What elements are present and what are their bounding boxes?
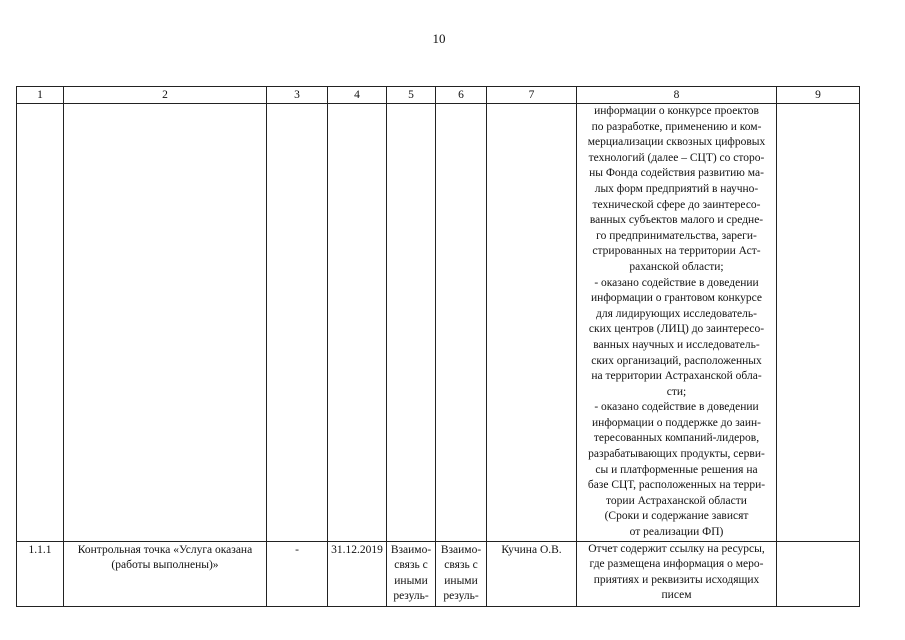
control-point-name: Контрольная точка «Услуга оказана (работы выполнены)» (77, 543, 253, 572)
cont-cell-9 (777, 104, 860, 542)
header-col-7: 7 (487, 87, 577, 104)
header-col-6: 6 (436, 87, 487, 104)
report-cell (577, 541, 777, 606)
col5-cell (387, 541, 436, 606)
responsible-person: Кучина О.В. (501, 543, 562, 556)
table-row-1-1-1 (17, 541, 860, 606)
col9-cell (777, 541, 860, 606)
col6-value: Взаимо- связь с иными резуль- (440, 543, 482, 603)
report-description: Отчет содержит ссылку на ресурсы, где размещена информация о меро- приятиях и реквизиты исходящих писем (588, 542, 765, 602)
cont-cell-3 (267, 104, 328, 542)
header-col-8: 8 (577, 87, 777, 104)
header-row (17, 87, 860, 104)
row-number: 1.1.1 (28, 543, 52, 556)
col5-value: Взаимо- связь с иными резуль- (390, 543, 432, 603)
header-col-2: 2 (64, 87, 267, 104)
due-date: 31.12.2019 (331, 543, 383, 556)
continuation-row (17, 104, 860, 542)
header-col-4: 4 (328, 87, 387, 104)
responsible-cell (487, 541, 577, 606)
document-table (16, 86, 860, 607)
col3-value: - (295, 543, 299, 556)
header-col-9: 9 (777, 87, 860, 104)
control-point-cell (64, 541, 267, 606)
row-number-cell (17, 541, 64, 606)
header-col-5: 5 (387, 87, 436, 104)
header-col-1: 1 (17, 87, 64, 104)
date-cell (328, 541, 387, 606)
page-number: 10 (432, 31, 446, 46)
cont-cell-5 (387, 104, 436, 542)
cont-cell-2 (64, 104, 267, 542)
cont-cell-1 (17, 104, 64, 542)
col3-cell (267, 541, 328, 606)
header-col-3: 3 (267, 87, 328, 104)
cont-cell-6 (436, 104, 487, 542)
col6-cell (436, 541, 487, 606)
cont-cell-7 (487, 104, 577, 542)
cont-cell-4 (328, 104, 387, 542)
cont-cell-8 (577, 104, 777, 542)
col9-value (777, 542, 859, 544)
continuation-description: информации о конкурсе проектов по разработке, применению и ком- мерциализации сквозных цифровых технологий (далее – СЦТ) со сторо- ны Фонда содействия развитию ма- лых форм предприятий в научно- технической сфере до заинтересо- ванных субъектов малого и средне- го предпринимательства, зареги- стрированных на территории Аст- раханской области; - оказано содействие в доведении информации о грантовом конкурсе для лидирующих исследователь- ских центров (ЛИЦ) до заинтересо- ванных научных и исследователь- ских организаций, расположенных на территории Астраханской обла- сти; - оказано содействие в доведении информации о поддержке до заин- тересованных компаний-лидеров, разрабатывающих продукты, серви- сы и платформенные решения на базе СЦТ, расположенных на терри- тории Астраханской области (Сроки и содержание зависят от реализации ФП) (587, 105, 766, 539)
